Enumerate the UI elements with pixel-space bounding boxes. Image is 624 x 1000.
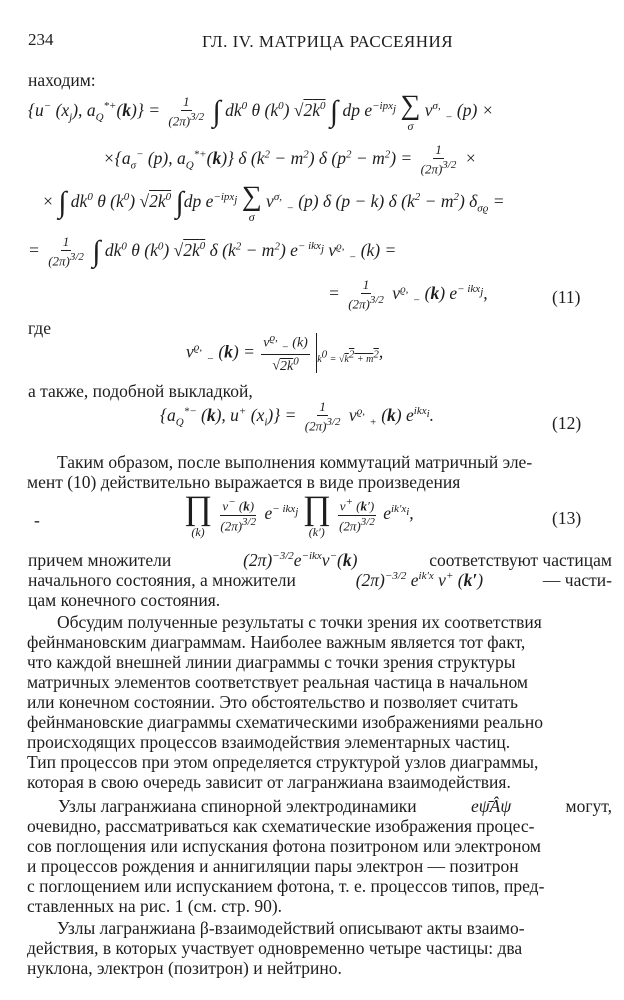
paragraph-4-line: ставленных на рис. 1 (см. стр. 90). [27,896,283,916]
paragraph-4-text: Узлы лагранжиана спинорной электродинамики [58,796,417,816]
equation-v-definition: $v^{ϱ,}$ $_-$ (k) = $\frac{v^{ϱ,} _- (k)}{√2k^0}$ $_{k^0 = √k^2 + m^2}$, [186,332,384,374]
equation-11-line-5: = $\frac{1}{(2\pi)^{3/2}}$ $v^{ϱ,}$ $_-$ (k) $e^{- ikx_j}$, [328,277,488,312]
running-title: ГЛ. IV. МАТРИЦА РАССЕЯНИЯ [202,32,454,51]
paragraph-3-line: происходящих процессов взаимодействия элементарных частиц. [27,732,511,752]
paragraph-4-text: могут, [565,796,612,816]
word-nakhodim: находим: [28,70,96,90]
equation-11-line-4: = $\frac{1}{(2\pi)^{3/2}}$ ∫ $dk^0$ θ $(k^0)$ $√2k^0$ δ $(k^2 - m^2)$ $e^{- ikx_j}$ $v^{ϱ,}$ $_-$ (k) = [28,234,397,269]
paragraph-3-line: фейнмановским диаграммам. Наиболее важным является тот факт, [27,632,526,652]
equation-12: {$a_Q^{*-}$ (k), u+ $(x_i)$} = $\frac{1}{(2\pi)^{3/2}}$ $v^{ϱ,}$ $_+$ (k) $e^{ikx_i}$. [160,399,435,434]
paragraph-5-line: нуклона, электрон (позитрон) и нейтрино. [27,958,342,978]
paragraph-2-formula-1: $(2\pi)^{-3/2}e^{-ikx}v^-(k)$ [243,550,358,570]
paragraph-4 [27,816,611,916]
paragraph-3-line: Обсудим полученные результаты с точки зрения их соответствия [57,612,542,632]
paragraph-4-line: очевидно, рассматриваться как схематические изображения процес- [27,816,535,836]
paragraph-2-line-2 [28,570,612,591]
paragraph-4-line-1 [58,796,612,817]
equation-11-line-1: {u− $(x_j)$, $a_Q^{*+}(k)$} = $\frac{1}{(2\pi)^{3/2}}$ ∫ $dk^0$ θ $(k^0)$ $√2k^0$ ∫ dp $e^{-ipx_j}$ ∑ σ $v^{\sigma,}$ $_-$ (p) × [28,90,494,133]
equation-11-label: (11) [552,287,581,307]
paragraph-1-cont [27,472,611,492]
equation-11-line-3: × ∫ $dk^0$ θ $(k^0)$ $√2k^0$ ∫dp $e^{-ipx_j}$ ∑ σ $v^{\sigma,}$ $_-$ (p) δ (p − k) δ $(k^2 - m^2) \delta_{\sigma ϱ}$ = [42,181,505,224]
paragraph-3-line: фейнмановские диаграммы схематическими изображениями реально [27,712,544,732]
paragraph-2-line-1 [28,550,612,571]
paragraph-3-line: Тип процессов при этом определяется структурой узлов диаграммы, [27,752,539,772]
paragraph-5-line: действия, в которых участвует одновременно четыре частицы: два [27,938,523,958]
paragraph-3-line: что каждой внешней линии диаграммы с точки зрения структуры [27,652,516,672]
paragraph-4-line: сов поглощения или испускания фотона позитроном или электроном [27,836,541,856]
paragraph-5 [27,918,611,978]
paragraph-3-line: или конечном состоянии. Это обстоятельство и позволяет считать [27,692,518,712]
paragraph-2-text: — части- [542,570,612,590]
equation-13: ∏ (k) $\frac{v^- (k)}{(2\pi)^{3/2}}$ $e^{- ikx_j}$ ∏ (k′) $\frac{v^+ (k')}{(2\pi)^{3/2}}$ $e^{ik'x_i}$, [184,490,414,539]
paragraph-4-line: с поглощением или испусканием фотона, т. е. процессов типов, пред- [27,876,545,896]
equation-12-label: (12) [552,413,582,433]
equation-13-label: (13) [552,508,582,528]
paragraph-1 [27,452,611,472]
paragraph-2-line-3: цам конечного состояния. [28,590,221,610]
word-gde: где [28,318,51,338]
paragraph-3 [27,612,611,792]
page-number: 234 [28,30,54,49]
paragraph-3-line: матричных элементов соответствует реальная частица в начальном [27,672,529,692]
paragraph-2-text: соответствуют частицам [429,550,612,570]
paragraph-2-text: начального состояния, а множители [28,570,296,590]
paragraph-4-formula: eψ̄Âψ [470,796,512,816]
equation-11-line-2: $\times\{a_\sigma^-$ (p), $a_Q^{*+}(k)$} δ $(k^2 - m^2)$ δ $(p^2 - m^2)$ = $\frac{1}{(2\pi)^{3/2}}$ × [103,142,477,177]
paragraph-2-formula-2: $(2\pi)^{-3/2}$ $e^{ik'x}$ v+ (k′) [355,570,484,590]
paragraph-5-line: Узлы лагранжиана β-взаимодействий описывают акты взаимо- [57,918,525,938]
paragraph-1-line: мент (10) действительно выражается в виде произведения [27,472,461,492]
word-a-takzhe: а также, подобной выкладкой, [28,381,253,401]
margin-dash: - [34,510,40,530]
paragraph-3-line: которая в свою очередь зависит от лагранжиана взаимодействия. [27,772,511,792]
paragraph-1-line: Таким образом, после выполнения коммутаций матричный эле- [57,452,533,472]
paragraph-2-text: причем множители [28,550,172,570]
paragraph-4-line: и процессов рождения и аннигиляции пары электрон — позитрон [27,856,519,876]
